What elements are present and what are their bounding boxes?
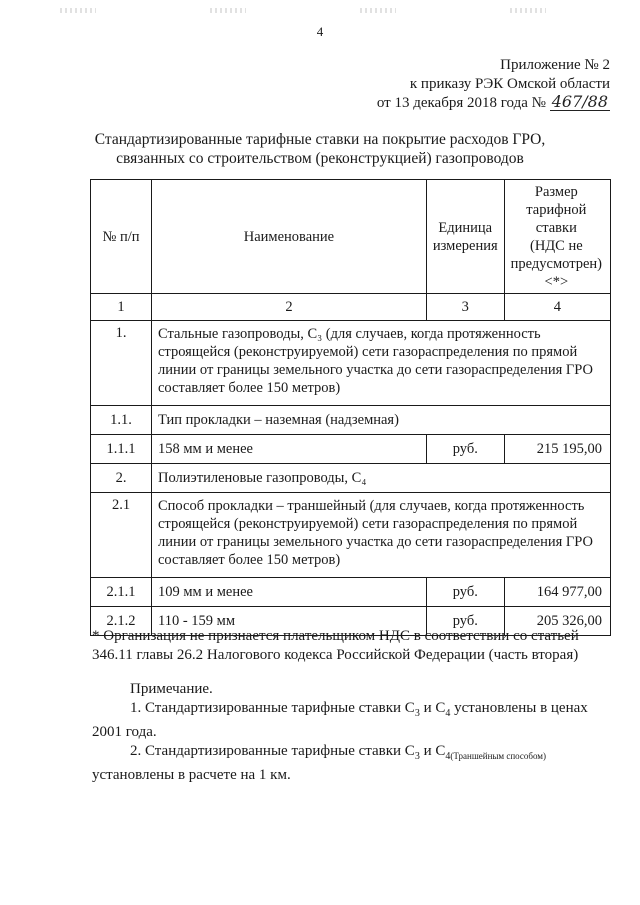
page-number: 4 [316, 24, 324, 39]
header-rate-line: тарифной [526, 201, 587, 218]
row-description-line: Способ прокладки – траншейный (для случаев, когда протяженность [158, 498, 585, 514]
note-text: и С [419, 743, 446, 759]
row-index: 1. [91, 321, 152, 406]
row-description: Тип прокладки – наземная (надземная) [152, 406, 611, 435]
note-text: 1. Стандартизированные тарифные ставки С [130, 700, 415, 716]
notes-heading: Примечание. [130, 681, 213, 697]
table-row [91, 578, 611, 607]
row-description: 109 мм и менее [152, 578, 427, 607]
row-description [152, 493, 611, 578]
table-row [91, 464, 611, 493]
header-unit [426, 180, 504, 294]
note-item-2 [92, 742, 612, 766]
table-row [91, 406, 611, 435]
row-rate-value: 205 326,00 [504, 607, 610, 636]
row-index: 1.1.1 [91, 435, 152, 464]
table-row [91, 435, 611, 464]
header-rate-line: <*> [544, 273, 569, 290]
vat-footnote [92, 627, 612, 665]
column-number: 4 [504, 294, 610, 321]
table-row [91, 493, 611, 578]
header-num: № п/п [91, 180, 152, 294]
row-index: 2.1.1 [91, 578, 152, 607]
column-number: 3 [426, 294, 504, 321]
note-text: 2. Стандартизированные тарифные ставки С [130, 743, 415, 759]
row-description-line: линии от границы земельного участка до сети газораспределения ГРО [158, 534, 593, 550]
note-item-1 [92, 699, 612, 723]
header-rate [504, 180, 610, 294]
order-date-line [377, 94, 610, 113]
title-line-2: связанных со строительством (реконструкцией) газопроводов [116, 150, 524, 167]
row-unit: руб. [426, 578, 504, 607]
notes-section [92, 680, 612, 785]
table-row [91, 321, 611, 406]
row-description-line: составляет более 150 метров) [158, 380, 341, 396]
note-subscript: 4 [445, 708, 451, 719]
note-item-2-continuation: установлены в расчете на 1 км. [92, 767, 291, 783]
row-rate-value: 164 977,00 [504, 578, 610, 607]
header-rate-line: предусмотрен) [510, 255, 602, 272]
header-rate-line: (НДС не [529, 237, 583, 254]
row-rate-value: 215 195,00 [504, 435, 610, 464]
document-title [0, 130, 640, 168]
row-description-line: составляет более 150 метров) [158, 552, 341, 568]
header-rate-line: ставки [535, 219, 577, 236]
column-number: 1 [91, 294, 152, 321]
row-description [152, 321, 611, 406]
order-date: от 13 декабря 2018 года № [376, 95, 546, 111]
column-number-row [91, 294, 611, 321]
header-name: Наименование [152, 180, 427, 294]
column-number: 2 [152, 294, 427, 321]
row-description-line: линии от границы земельного участка до сети газораспределения ГРО [158, 362, 593, 378]
note-subscript: 4 [445, 751, 451, 762]
row-description: 158 мм и менее [152, 435, 427, 464]
row-index: 1.1. [91, 406, 152, 435]
note-item-1-continuation: 2001 года. [92, 724, 157, 740]
row-description: Полиэтиленовые газопроводы, С₄ [152, 464, 611, 493]
header-rate-line: Размер [534, 183, 578, 200]
row-description-line: строящейся (реконструируемой) сети газораспределения по прямой [158, 344, 578, 360]
scan-specks [60, 8, 580, 18]
order-reference: к приказу РЭК Омской области [409, 76, 610, 92]
header-unit-line: измерения [432, 237, 498, 254]
row-index: 2.1.2 [91, 607, 152, 636]
row-description-line: строящейся (реконструируемой) сети газораспределения по прямой [158, 516, 578, 532]
note-subscript: 3 [414, 708, 420, 719]
table-header-row [91, 180, 611, 294]
row-unit: руб. [426, 435, 504, 464]
row-index: 2. [91, 464, 152, 493]
tariff-table [90, 179, 611, 636]
appendix-header [377, 56, 610, 113]
footnote-line: 346.11 главы 26.2 Налогового кодекса Российской Федерации (часть вторая) [92, 647, 579, 663]
row-description-line: Стальные газопроводы, С₃ (для случаев, когда протяженность [158, 326, 541, 342]
title-line-1: Стандартизированные тарифные ставки на покрытие расходов ГРО, [94, 131, 546, 148]
note-subscript-method: (Траншейным способом) [450, 751, 547, 761]
appendix-label: Приложение № 2 [500, 57, 610, 73]
header-unit-line: Единица [438, 219, 493, 236]
row-unit: руб. [426, 607, 504, 636]
row-index: 2.1 [91, 493, 152, 578]
handwritten-order-number: 467/88 [551, 92, 608, 111]
footnote-line: * Организация не признается плательщиком НДС в соответствии со статьей [92, 628, 579, 644]
note-subscript: 3 [414, 751, 420, 762]
note-text: установлены в ценах [450, 700, 588, 716]
note-text: и С [419, 700, 446, 716]
row-description: 110 - 159 мм [152, 607, 427, 636]
